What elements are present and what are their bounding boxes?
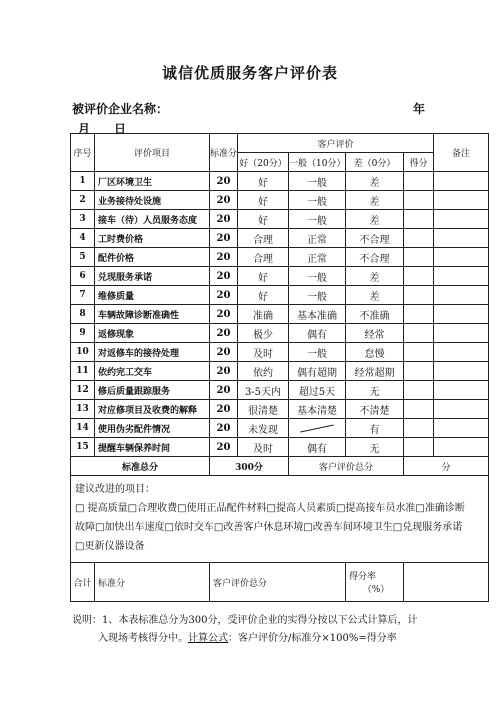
row-poor: 差 <box>346 286 404 305</box>
row-avg: 一般 <box>289 267 346 286</box>
row-good: 好 <box>238 210 289 229</box>
table-row <box>71 267 489 286</box>
row-item: 配件价格 <box>95 248 210 267</box>
row-remark[interactable] <box>434 343 489 362</box>
row-seq: 9 <box>71 324 95 343</box>
row-item: 返修现象 <box>95 324 210 343</box>
formula-label: 计算公式 <box>188 633 228 644</box>
row-got[interactable] <box>404 438 434 457</box>
row-remark[interactable] <box>434 362 489 381</box>
row-avg: 一般 <box>289 343 346 362</box>
row-good: 极少 <box>238 324 289 343</box>
footer-sum: 合计 <box>71 563 95 602</box>
row-got[interactable] <box>404 248 434 267</box>
row-std: 20 <box>210 362 238 381</box>
note-line-1: 说明：1、本表标准总分为300分，受评价企业的实得分按以下公式计算后，计 <box>72 615 418 626</box>
row-std: 20 <box>210 343 238 362</box>
row-avg: 偶有 <box>289 438 346 457</box>
row-avg: 正常 <box>289 248 346 267</box>
row-std: 20 <box>210 381 238 400</box>
row-std: 20 <box>210 438 238 457</box>
row-remark[interactable] <box>434 305 489 324</box>
row-item: 厂区环境卫生 <box>95 172 210 191</box>
row-item: 工时费价格 <box>95 229 210 248</box>
row-avg: 基本准确 <box>289 305 346 324</box>
row-std: 20 <box>210 400 238 419</box>
row-remark[interactable] <box>434 172 489 191</box>
row-seq: 14 <box>71 419 95 438</box>
table-row <box>71 305 489 324</box>
row-good: 准确 <box>238 305 289 324</box>
suggestion-section <box>71 476 489 563</box>
row-seq: 8 <box>71 305 95 324</box>
header-std: 标准分 <box>210 134 238 172</box>
header-remark: 备注 <box>434 134 489 172</box>
row-seq: 4 <box>71 229 95 248</box>
header-avg: 一般（10分） <box>289 153 346 172</box>
table-row <box>71 438 489 457</box>
row-std: 20 <box>210 324 238 343</box>
footer-rate <box>346 563 404 602</box>
row-seq: 15 <box>71 438 95 457</box>
suggestion-line-3[interactable]: □更新仪器设备 <box>75 541 145 552</box>
table-row <box>71 381 489 400</box>
row-got[interactable] <box>404 400 434 419</box>
footer-blank[interactable] <box>404 563 489 602</box>
row-good: 依约 <box>238 362 289 381</box>
footer-std: 标准分 <box>95 563 210 602</box>
table-row <box>71 324 489 343</box>
slash-mark <box>300 424 333 432</box>
row-item: 对返修车的接待处理 <box>95 343 210 362</box>
row-poor: 不合理 <box>346 229 404 248</box>
header-poor: 差（0分） <box>346 153 404 172</box>
row-remark[interactable] <box>434 324 489 343</box>
row-poor: 无 <box>346 438 404 457</box>
row-avg: 基本清楚 <box>289 400 346 419</box>
row-seq: 10 <box>71 343 95 362</box>
row-poor: 不清楚 <box>346 400 404 419</box>
row-seq: 6 <box>71 267 95 286</box>
row-remark[interactable] <box>434 419 489 438</box>
row-got[interactable] <box>404 191 434 210</box>
table-row <box>71 229 489 248</box>
row-seq: 7 <box>71 286 95 305</box>
row-poor: 差 <box>346 267 404 286</box>
table-row <box>71 286 489 305</box>
note-line-2b: ：客户评价分/标准分×100%=得分率 <box>228 633 397 644</box>
std-total-label: 标准总分 <box>71 457 210 476</box>
row-good: 好 <box>238 286 289 305</box>
row-remark[interactable] <box>434 229 489 248</box>
row-got[interactable] <box>404 324 434 343</box>
row-good: 合理 <box>238 229 289 248</box>
row-poor: 不准确 <box>346 305 404 324</box>
row-poor: 差 <box>346 191 404 210</box>
row-seq: 12 <box>71 381 95 400</box>
header-customer-eval: 客户评价 <box>238 134 434 153</box>
header-item: 评价项目 <box>95 134 210 172</box>
row-got[interactable] <box>404 172 434 191</box>
std-total-value: 300分 <box>210 457 289 476</box>
row-got[interactable] <box>404 362 434 381</box>
row-good: 未发现 <box>238 419 289 438</box>
row-poor: 怠慢 <box>346 343 404 362</box>
row-item: 对应修项目及收费的解释 <box>95 400 210 419</box>
row-poor: 经常 <box>346 324 404 343</box>
row-item: 兑现服务承诺 <box>95 267 210 286</box>
row-got[interactable] <box>404 343 434 362</box>
month-label: 月 <box>78 122 91 136</box>
header-got: 得分 <box>404 153 434 172</box>
row-avg: 一般 <box>289 172 346 191</box>
row-remark[interactable] <box>434 267 489 286</box>
row-seq: 3 <box>71 210 95 229</box>
row-avg: 一般 <box>289 210 346 229</box>
table-row <box>71 343 489 362</box>
row-seq: 2 <box>71 191 95 210</box>
row-poor: 不合理 <box>346 248 404 267</box>
table-row <box>71 419 489 438</box>
row-std: 20 <box>210 172 238 191</box>
row-remark[interactable] <box>434 438 489 457</box>
row-seq: 1 <box>71 172 95 191</box>
cust-total-unit: 分 <box>404 457 489 476</box>
row-good: 好 <box>238 267 289 286</box>
row-item: 业务接待处设施 <box>95 191 210 210</box>
row-seq: 5 <box>71 248 95 267</box>
row-got[interactable] <box>404 305 434 324</box>
row-remark[interactable] <box>434 248 489 267</box>
row-item: 车辆故障诊断准确性 <box>95 305 210 324</box>
row-std: 20 <box>210 305 238 324</box>
row-good: 3-5天内 <box>238 381 289 400</box>
header-good: 好（20分） <box>238 153 289 172</box>
row-seq: 11 <box>71 362 95 381</box>
row-got[interactable] <box>404 381 434 400</box>
row-avg: 一般 <box>289 286 346 305</box>
row-poor: 经常超期 <box>346 362 404 381</box>
row-remark[interactable] <box>434 286 489 305</box>
suggestion-line-1[interactable]: □ 提高质量□合理收费□使用正品配件材料□提高人员素质□提高接车员水准□准确诊断 <box>75 503 465 514</box>
row-remark[interactable] <box>434 381 489 400</box>
row-remark[interactable] <box>434 210 489 229</box>
year-label: 年 <box>413 102 426 116</box>
row-good: 很清楚 <box>238 400 289 419</box>
row-item: 提醒车辆保养时间 <box>95 438 210 457</box>
row-got[interactable] <box>404 210 434 229</box>
day-label: 日 <box>114 122 127 136</box>
suggestion-line-2[interactable]: 故障□加快出车速度□依时交车□改善客户休息环境□改善车间环境卫生□兑现服务承诺 <box>75 522 463 533</box>
row-std: 20 <box>210 248 238 267</box>
row-good: 及时 <box>238 438 289 457</box>
row-poor: 差 <box>346 172 404 191</box>
table-row <box>71 172 489 191</box>
row-avg: 正常 <box>289 229 346 248</box>
row-got[interactable] <box>404 286 434 305</box>
row-item: 使用伪劣配件情况 <box>95 419 210 438</box>
row-poor: 差 <box>346 210 404 229</box>
footer-rate-pct: （%） <box>362 585 390 595</box>
row-std: 20 <box>210 229 238 248</box>
row-avg: 超过5天 <box>289 381 346 400</box>
row-remark[interactable] <box>434 400 489 419</box>
row-std: 20 <box>210 191 238 210</box>
evaluation-table <box>70 133 489 602</box>
header-seq: 序号 <box>71 134 95 172</box>
table-row <box>71 400 489 419</box>
row-item: 接车（待）人员服务态度 <box>95 210 210 229</box>
row-std: 20 <box>210 286 238 305</box>
table-row <box>71 210 489 229</box>
row-avg: 一般 <box>289 191 346 210</box>
table-row <box>71 362 489 381</box>
row-poor: 有 <box>346 419 404 438</box>
footer-rate-label: 得分率 <box>349 572 377 582</box>
row-good: 合理 <box>238 248 289 267</box>
row-got[interactable] <box>404 229 434 248</box>
row-avg: 偶有 <box>289 324 346 343</box>
row-item: 修后质量跟踪服务 <box>95 381 210 400</box>
row-seq: 13 <box>71 400 95 419</box>
row-avg <box>289 419 346 438</box>
form-title: 诚信优质服务客户评价表 <box>161 64 338 82</box>
row-got[interactable] <box>404 419 434 438</box>
row-poor: 无 <box>346 381 404 400</box>
row-std: 20 <box>210 419 238 438</box>
suggestion-label: 建议改进的项目： <box>75 484 155 495</box>
note-line-2 <box>98 629 397 644</box>
table-row <box>71 248 489 267</box>
row-good: 好 <box>238 172 289 191</box>
row-item: 维修质量 <box>95 286 210 305</box>
row-std: 20 <box>210 210 238 229</box>
row-got[interactable] <box>404 267 434 286</box>
note-line-2a: 入现场考核得分中。 <box>98 633 188 644</box>
company-name-label: 被评价企业名称： <box>72 102 169 116</box>
row-remark[interactable] <box>434 191 489 210</box>
row-good: 好 <box>238 191 289 210</box>
footer-cust: 客户评价总分 <box>210 563 346 602</box>
cust-total-label: 客户评价总分 <box>289 457 404 476</box>
table-row <box>71 191 489 210</box>
row-item: 依约完工交车 <box>95 362 210 381</box>
row-std: 20 <box>210 267 238 286</box>
row-avg: 偶有超期 <box>289 362 346 381</box>
row-good: 及时 <box>238 343 289 362</box>
